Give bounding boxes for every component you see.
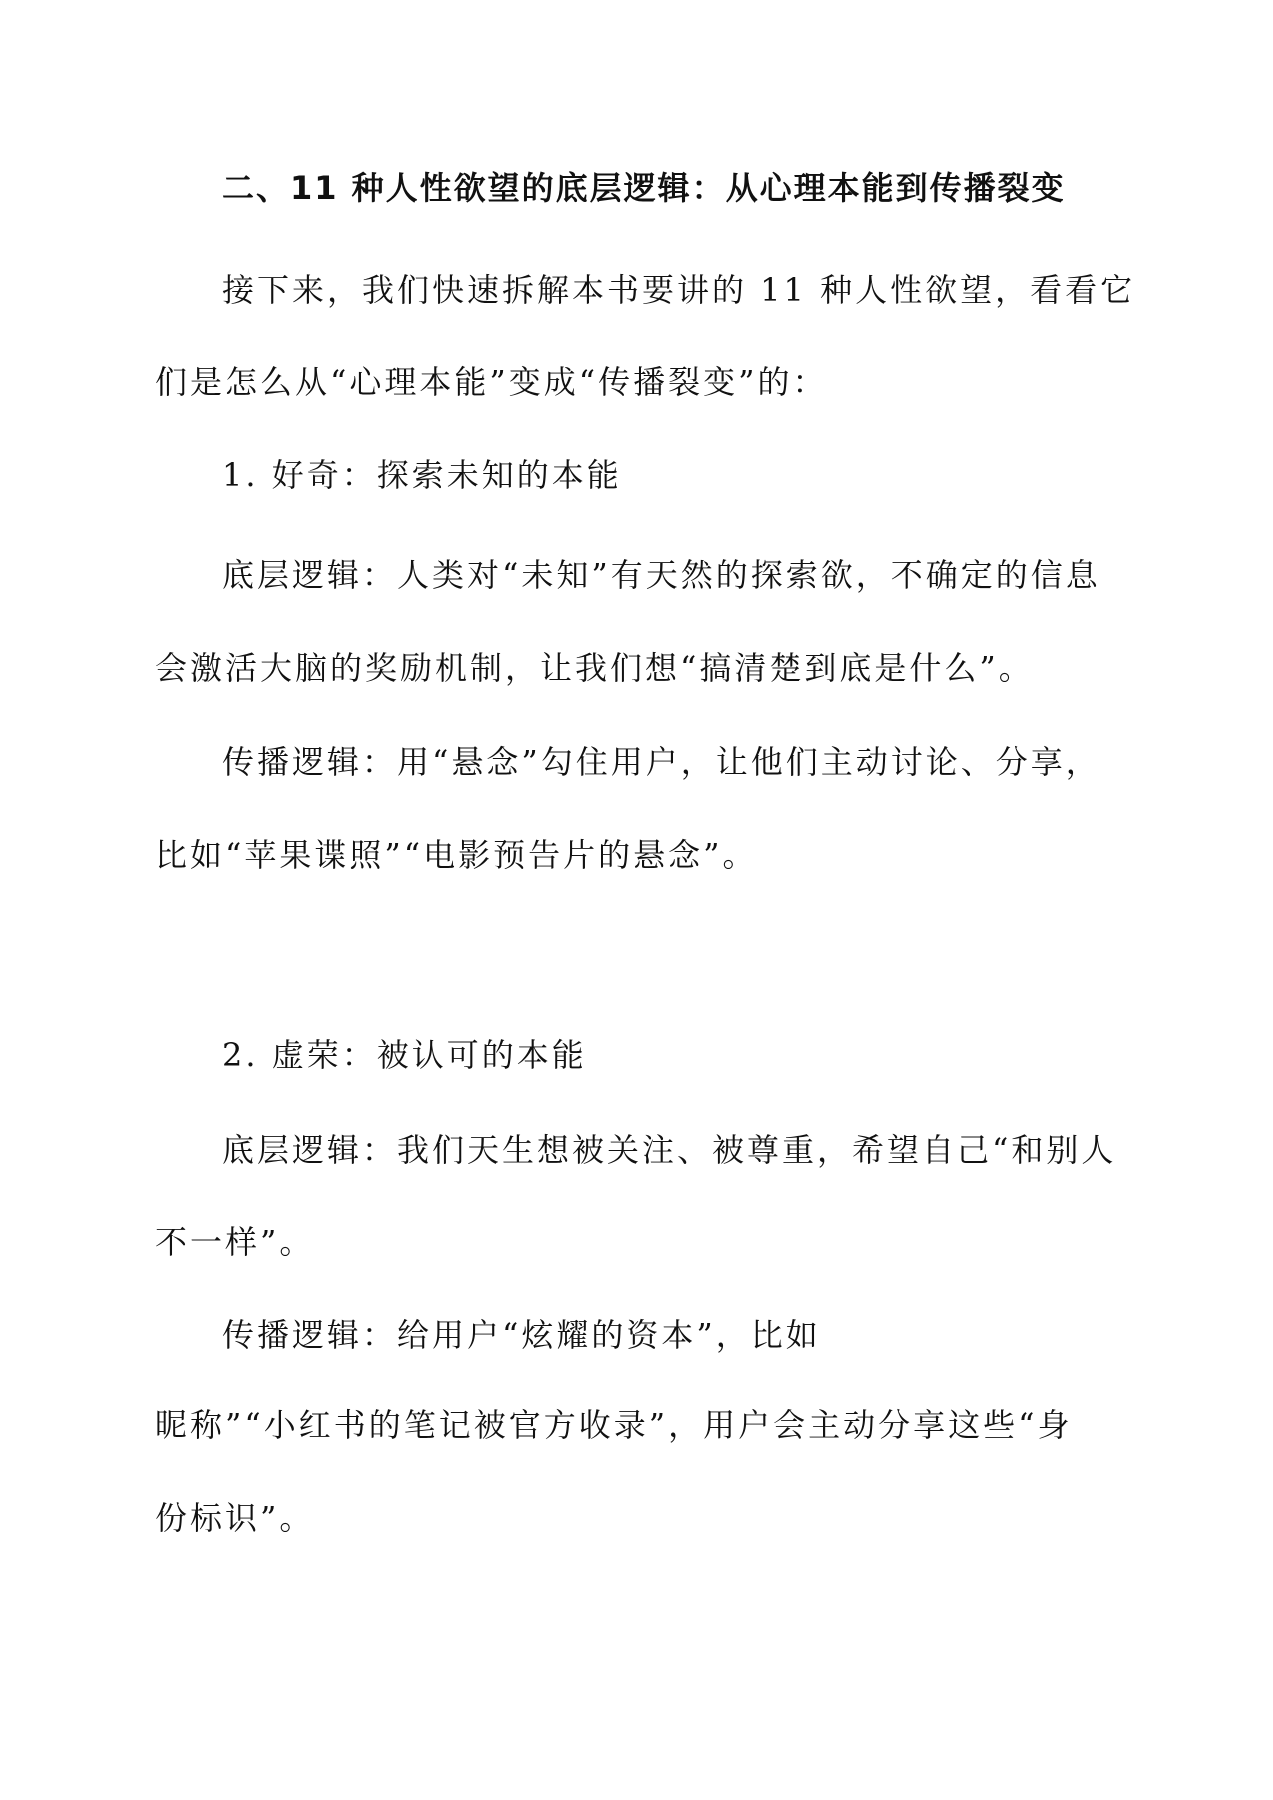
section-1-spread-logic-line-1: 传播逻辑：用“悬念”勾住用户，让他们主动讨论、分享， <box>222 743 1101 781</box>
section-2-spread-logic-line-1: 传播逻辑：给用户“炫耀的资本”，比如 <box>222 1316 821 1354</box>
section-1-spread-logic-line-2: 比如“苹果谍照”“电影预告片的悬念”。 <box>155 836 758 874</box>
intro-paragraph-line-2: 们是怎么从“心理本能”变成“传播裂变”的： <box>155 363 828 401</box>
section-2-spread-logic-line-2: 昵称”“小红书的笔记被官方收录”，用户会主动分享这些“身 <box>155 1406 1073 1444</box>
section-heading: 二、11 种人性欲望的底层逻辑：从心理本能到传播裂变 <box>222 169 1066 207</box>
section-2-spread-logic-line-3: 份标识”。 <box>155 1499 315 1537</box>
intro-paragraph-line-1: 接下来，我们快速拆解本书要讲的 11 种人性欲望，看看它 <box>222 271 1136 309</box>
section-1-bottom-logic-line-1: 底层逻辑：人类对“未知”有天然的探索欲，不确定的信息 <box>222 556 1101 594</box>
section-1-bottom-logic-line-2: 会激活大脑的奖励机制，让我们想“搞清楚到底是什么”。 <box>155 649 1034 687</box>
section-1-title: 1. 好奇：探索未知的本能 <box>222 456 622 494</box>
section-2-bottom-logic-line-2: 不一样”。 <box>155 1223 315 1261</box>
section-2-title: 2. 虚荣：被认可的本能 <box>222 1036 587 1074</box>
section-2-bottom-logic-line-1: 底层逻辑：我们天生想被关注、被尊重，希望自己“和别人 <box>222 1131 1117 1169</box>
